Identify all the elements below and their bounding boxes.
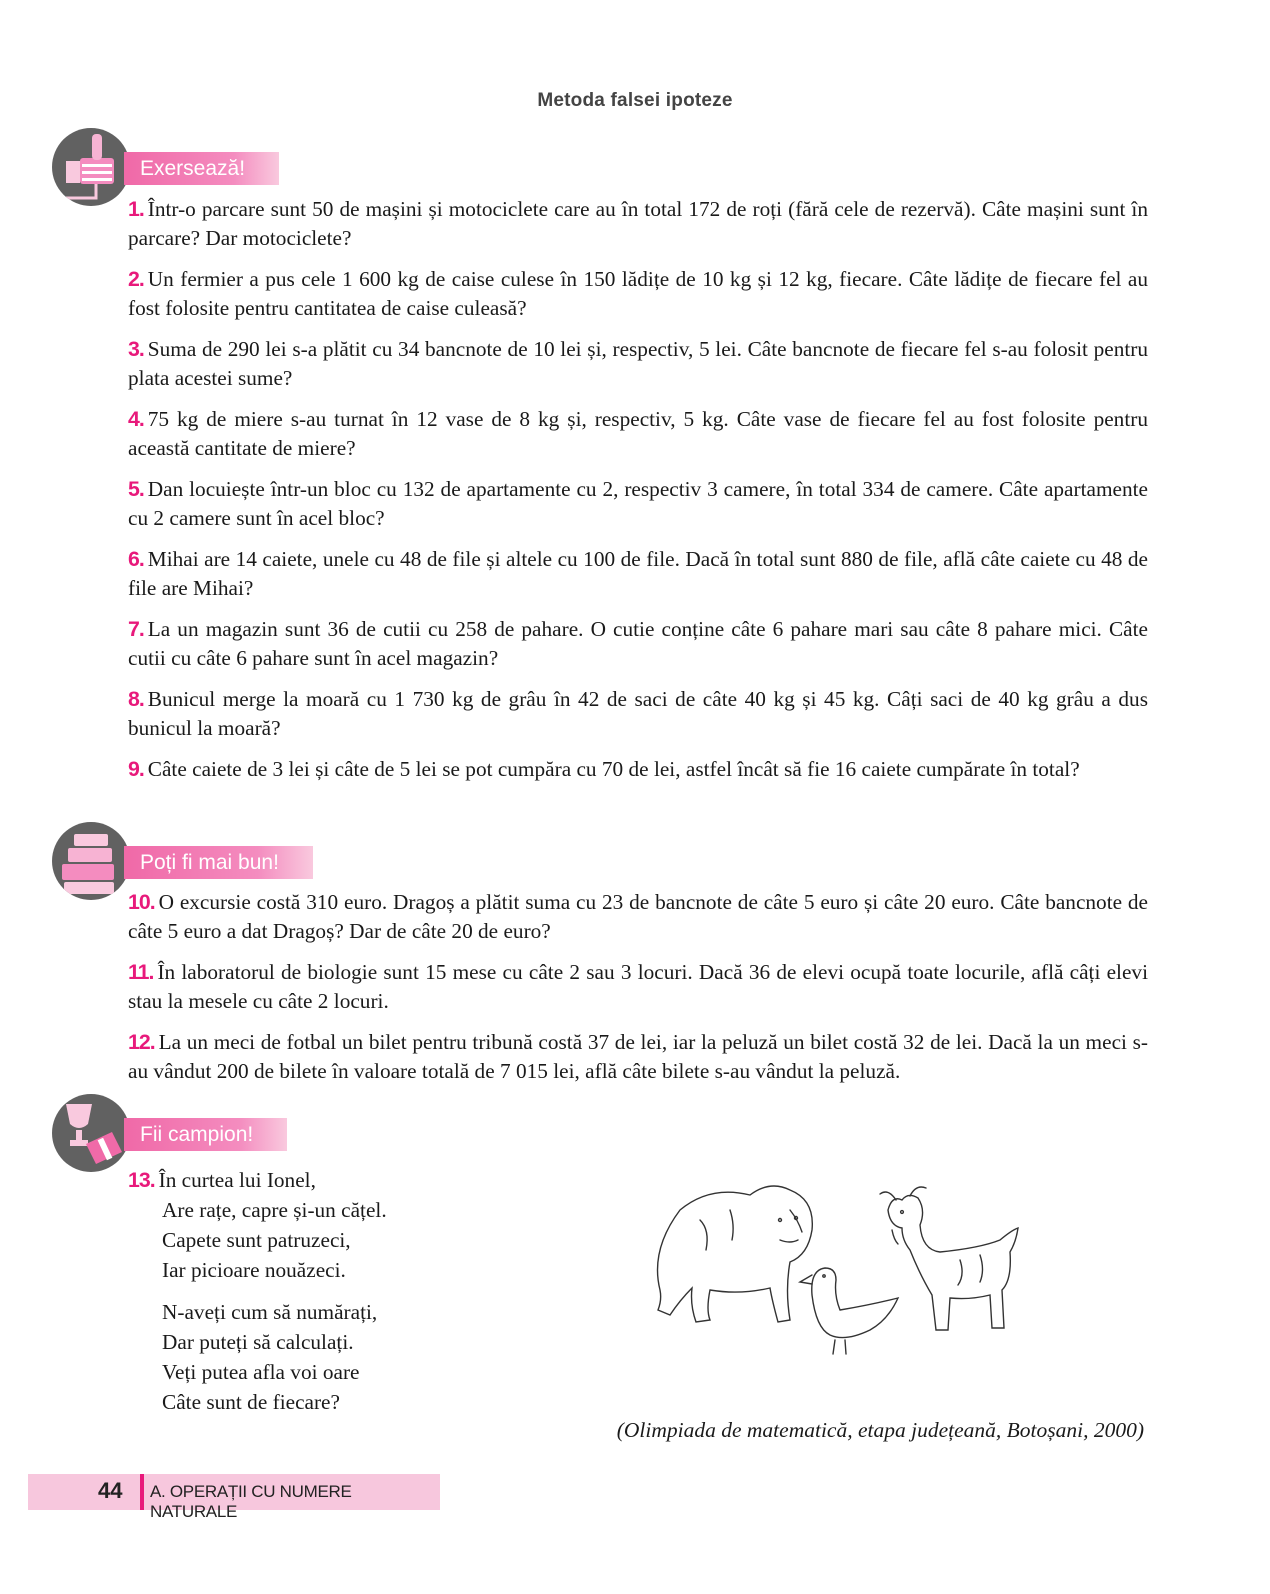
page-title: Metoda falsei ipoteze [537,90,733,111]
poem-line: Câte sunt de fiecare? [162,1390,340,1414]
page-number: 44 [98,1478,123,1503]
page-footer [28,1474,440,1521]
section-label: Fii campion! [128,1118,287,1151]
problem-1: 1. Într-o parcare sunt 50 de mașini și motociclete care au în total 172 de roți (fără cele de rezervă). Câte mașini sunt în parcare? Dar motociclete? [128,197,1148,250]
poem-line: Iar picioare nouăzeci. [162,1258,346,1282]
poem-line: Dar puteți să calculați. [162,1330,354,1354]
problems-list-2 [128,888,1148,1098]
problem-12: 12. La un meci de fotbal un bilet pentru tribună costă 37 de lei, iar la peluză un bilet costă 32 de lei. Dacă la un meci s-au vândut 200 de bilete în valoare totală de 7 015 lei, află câte bilete s-au vândut la peluză. [128,1030,1148,1083]
problem-6: 6. Mihai are 14 caiete, unele cu 48 de file și altele cu 100 de file. Dacă în total sunt 880 de file, află câte caiete cu 48 de file are Mihai? [128,547,1148,600]
problem-7: 7. La un magazin sunt 36 de cutii cu 258 de pahare. O cutie conține câte 6 pahare mari sau câte 8 pahare mici. Câte cutii cu câte 6 pahare sunt în acel magazin? [128,617,1148,670]
trophy-icon [52,1094,130,1172]
source-citation: (Olimpiada de matematică, etapa județeană, Botoșani, 2000) [616,1418,1144,1442]
thumbs-up-icon [52,128,130,206]
problem-5: 5. Dan locuiește într-un bloc cu 132 de apartamente cu 2, respectiv 3 camere, în total 334 de camere. Câte apartamente cu 2 camere sunt în acel bloc? [128,477,1148,530]
problem-9: 9. Câte caiete de 3 lei și câte de 5 lei se pot cumpăra cu 70 de lei, astfel încât să fie 16 caiete cumpărate în total? [128,757,1080,781]
problem-11: 11. În laboratorul de biologie sunt 15 mese cu câte 2 sau 3 locuri. Dacă 36 de elevi ocupă toate locurile, află câți elevi stau la mesele cu câte 2 locuri. [128,960,1148,1013]
poem-line: Are rațe, capre și-un cățel. [162,1198,387,1222]
chapter-title: A. OPERAȚII CU NUMERE NATURALE [150,1482,352,1521]
poem-line: Capete sunt patruzeci, [162,1228,351,1252]
section-label: Poți fi mai bun! [128,846,313,879]
section-label: Exersează! [128,152,279,185]
problem-3: 3. Suma de 290 lei s-a plătit cu 34 bancnote de 10 lei și, respectiv, 5 lei. Câte bancnote de fiecare fel s-au folosit pentru plata acestei sume? [128,337,1148,390]
books-icon [52,822,130,900]
poem-line: Veți putea afla voi oare [162,1360,360,1384]
footer-divider [140,1474,144,1510]
animals-illustration [640,1170,1040,1370]
problem-2: 2. Un fermier a pus cele 1 600 kg de caise culese în 150 lădițe de 10 kg și 12 kg, fiecare. Câte lădițe de fiecare fel au fost folosite pentru cantitatea de caise culeasă? [128,267,1148,320]
problem-13-poem [128,1165,387,1417]
problem-10: 10. O excursie costă 310 euro. Dragoș a plătit suma cu 23 de bancnote de câte 5 euro și câte 20 euro. Câte bancnote de câte 5 euro a dat Dragoș? Dar de câte 20 de euro? [128,890,1148,943]
poem-line: N-aveți cum să numărați, [162,1300,378,1324]
problem-number: 13. [128,1168,155,1192]
problem-8: 8. Bunicul merge la moară cu 1 730 kg de grâu în 42 de saci de câte 40 kg și 45 kg. Câți saci de 40 kg grâu a dus bunicul la moară? [128,687,1148,740]
problems-list-1 [128,195,1148,796]
poem-line: În curtea lui Ionel, [158,1168,316,1192]
problem-4: 4. 75 kg de miere s-au turnat în 12 vase de 8 kg și, respectiv, 5 kg. Câte vase de fiecare fel au fost folosite pentru această cantitate de miere? [128,407,1148,460]
